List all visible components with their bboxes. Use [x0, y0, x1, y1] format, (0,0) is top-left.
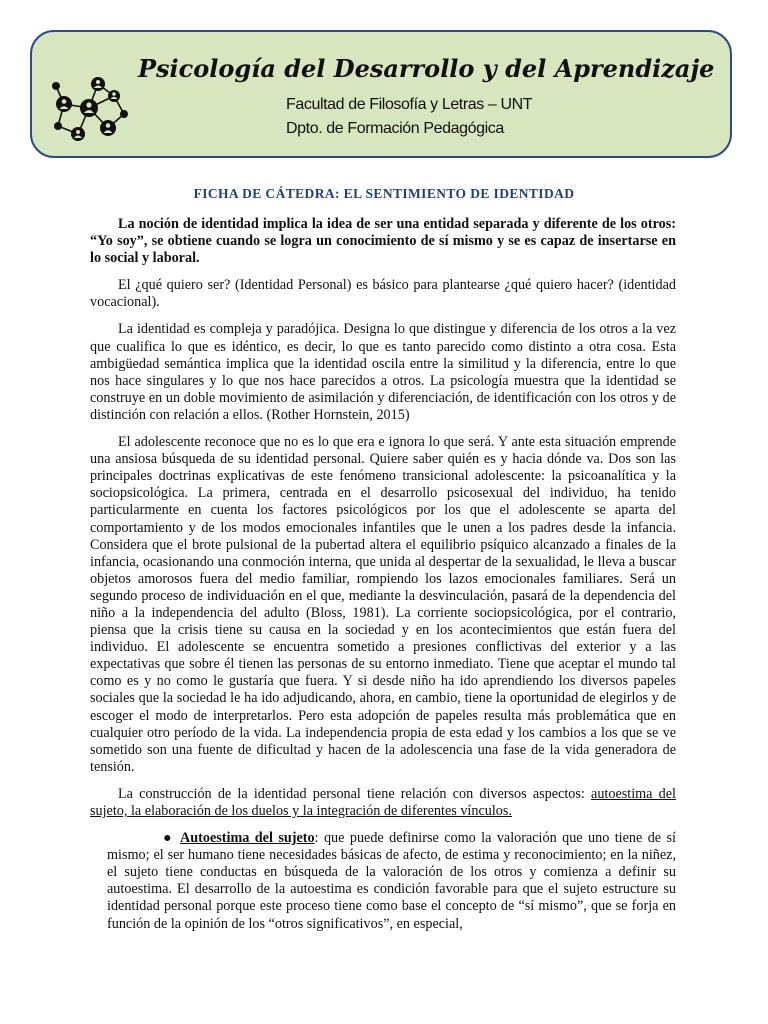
- department-name: Dpto. de Formación Pedagógica: [286, 120, 504, 137]
- document-title: FICHA DE CÁTEDRA: EL SENTIMIENTO DE IDENTIDAD: [193, 186, 575, 201]
- intro-paragraph: La noción de identidad implica la idea de ser una entidad separada y diferente de los otros: “Yo soy”, se obtiene cuando se logra un conocimiento de sí mismo y se es capaz de insertarse en lo social y laboral.: [90, 216, 676, 267]
- list-item-autoestima: [90, 830, 676, 933]
- people-network-icon: [50, 74, 128, 144]
- bullet-text: : que puede definirse como la valoración que uno tiene de sí mismo; el ser humano tiene necesidades básicas de afecto, de estima y reconocimiento; en la niñez, el sujeto tiene conductas en búsqueda de la valoración de los otros y comienza a definir su autoestima. El desarrollo de la autoestima es condición favorable para que el sujeto estructure su identidad personal porque este proceso tiene como base el concepto de “sí mismo”, que se forja en función de la opinión de los “otros significativos”, en especial,: [107, 830, 676, 932]
- construction-lead: La construcción de la identidad personal tiene relación con diversos aspectos:: [118, 785, 592, 802]
- paragraph-construction: [90, 786, 676, 820]
- paragraph-identity-personal: El ¿qué quiero ser? (Identidad Personal) es básico para plantearse ¿qué quiero hacer? (identidad vocacional).: [90, 277, 676, 311]
- construction-aspects: autoestima del sujeto, la elaboración de los duelos y la integración de diferentes vínculos.: [90, 785, 676, 819]
- document-body: [90, 216, 676, 943]
- faculty-name: Facultad de Filosofía y Letras – UNT: [286, 96, 533, 113]
- bullet-marker: ●: [163, 830, 172, 847]
- course-header: [30, 30, 732, 158]
- bullet-term: Autoestima del sujeto: [180, 830, 315, 847]
- course-title: Psicología del Desarrollo y del Aprendizaje: [138, 54, 715, 83]
- paragraph-adolescent: El adolescente reconoce que no es lo que era e ignora lo que será. Y ante esta situación emprende una ansiosa búsqueda de su identidad personal. Quiere saber quién es y hacia dónde va. Dos son las principales doctrinas explicativas de este fenómeno transicional adolescente: la psicoanalítica y la sociopsicológica. La primera, centrada en el desarrollo psicosexual del individuo, ha tenido particularmente en cuenta los factores psicológicos por los que el adolescente se aparta del comportamiento y de los modos emocionales infantiles que le unen a los padres desde la infancia. Considera que el brote pulsional de la pubertad altera el equilibrio psíquico alcanzado a finales de la infancia, ocasionando una conmoción interna, que unida al despertar de la sexualidad, le lleva a buscar objetos amorosos fuera del medio familiar, rompiendo los lazos emocionales familiares. Será un segundo proceso de individuación en el que, mediante la desvinculación, pasará de la dependencia del niño a la independencia del adulto (Bloss, 1981). La corriente sociopsicológica, por el contrario, piensa que la crisis tiene su causa en la sociedad y en los acontecimientos que están fuera del individuo. El adolescente se encuentra sometido a presiones conflictivas del exterior y a las expectativas que sobre él tienen las personas de su entorno inmediato. Tiene que aceptar el mundo tal como es y no como le gustaría que fuera. Y si desde niño ha ido aprendiendo los diversos papeles sociales que la sociedad le ha ido adjudicando, ahora, en cambio, tiene la oportunidad de elegirlos y de escoger el modo de interpretarlos. Pero esta adopción de papeles resulta más problemática que en cualquier otro período de la vida. La independencia propia de esta edad y los cambios a los que se ve sometido son una fuente de dificultad y hacen de la adolescencia una fase de la vida generadora de tensión.: [90, 434, 676, 775]
- paragraph-identity-complex: La identidad es compleja y paradójica. Designa lo que distingue y diferencia de los otros a la vez que cualifica lo que es idéntico, es decir, lo que es tanto parecido como distinto a otra cosa. Esta ambigüedad semántica implica que la identidad oscila entre la similitud y la diferencia, entre lo que nos hace singulares y lo que nos hace parecidos a otros. La psicología muestra que la identidad se construye en un doble movimiento de asimilación y diferenciación, de identificación con los otros y de distinción con relación a ellos. (Rother Hornstein, 2015): [90, 321, 676, 423]
